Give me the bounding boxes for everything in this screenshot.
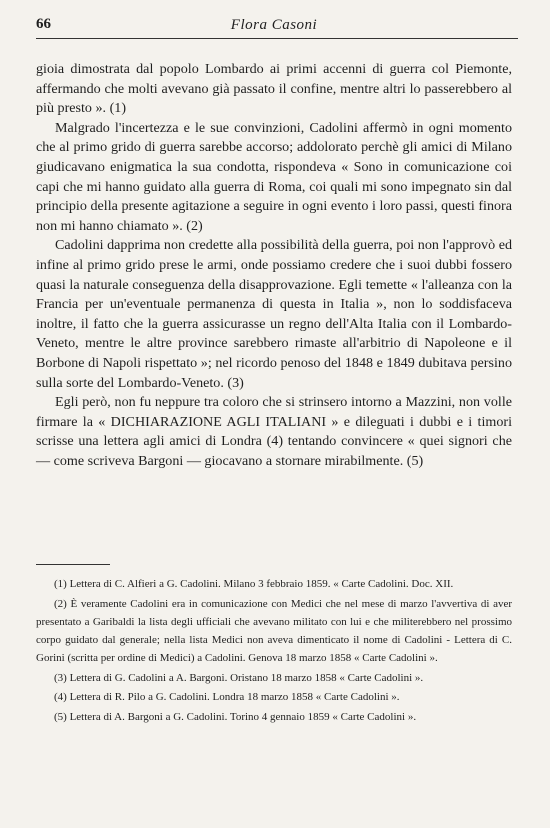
paragraph: Malgrado l'incertezza e le sue convinzioni, Cadolini affermò in ogni momento che al primo grido di guerra sarebbe accorso; addolorato perchè gli amici di Milano giudicavano enigmatica la sua condotta, rispondeva « Sono in comunicazione coi capi che mi hanno guidato alla guerra di Roma, coi quali mi sono impegnato sin dal principio della presente agitazione a seguire in ogni evento i loro passi, questi finora non mi hanno chiamato ». (2) [36,119,512,234]
footnote: (3) Lettera di G. Cadolini a A. Bargoni. Oristano 18 marzo 1858 « Carte Cadolini ». [54,671,424,684]
footnotes [36,576,512,729]
book-page [36,16,512,724]
paragraph: Egli però, non fu neppure tra coloro che si strinsero intorno a Mazzini, non volle firmare la « DICHIARAZIONE AGLI ITALIANI » e dileguati i dubbi e i timori scrisse una lettera agli amici di Londra (4) tentando convincere « quei signori che — come scriveva Bargoni — giocavano a stornare mirabilmente. (5) [36,394,512,469]
footnote: (2) È veramente Cadolini era in comunicazione con Medici che nel mese di marzo l'avvertiva di aver presentato a Garibaldi la lista degli ufficiali che avevano militato con lui e che militerebbero nel prossimo corpo guidato dal generale; nella lista Medici non aveva dimenticato il nome di Cadolini - Lettera di C. Gorini (scritta per ordine di Medici) a Cadolini. Genova 18 marzo 1858 « Carte Cadolini ». [36,597,512,664]
running-head: Flora Casoni [230,17,318,33]
footnote: (1) Lettera di C. Alfieri a G. Cadolini. Milano 3 febbraio 1859. « Carte Cadolini. Doc. XII. [54,578,454,590]
body-text [36,60,512,471]
header-rule [36,38,518,39]
footnote: (4) Lettera di R. Pilo a G. Cadolini. Londra 18 marzo 1858 « Carte Cadolini ». [54,691,400,704]
page-number: 66 [36,16,51,32]
paragraph: gioia dimostrata dal popolo Lombardo ai primi accenni di guerra col Piemonte, affermando che molti avevano già passato il confine, mentre altri lo passerebbero al più presto ». (1) [36,61,512,117]
page-header [36,16,512,38]
footnote-rule [36,564,110,565]
footnote: (5) Lettera di A. Bargoni a G. Cadolini. Torino 4 gennaio 1859 « Carte Cadolini ». [54,711,417,724]
paragraph: Cadolini dapprima non credette alla possibilità della guerra, poi non l'approvò ed infine al primo grido prese le armi, onde possiamo credere che i suoi dubbi fossero quasi la naturale conseguenza della disapprovazione. Egli temette « l'alleanza con la Francia per un'eventuale permanenza di questa in Italia », non lo soddisfaceva inoltre, il fatto che la guerra assicurasse un regno dell'Alta Italia con il Lombardo-Veneto, mentre le altre province sarebbero rimaste all'arbitrio di Napoleone e il Borbone di Napoli rispettato »; nel ricordo penoso del 1848 e 1849 dubitava persino sulla sorte del Lombardo-Veneto. (3) [36,237,512,391]
